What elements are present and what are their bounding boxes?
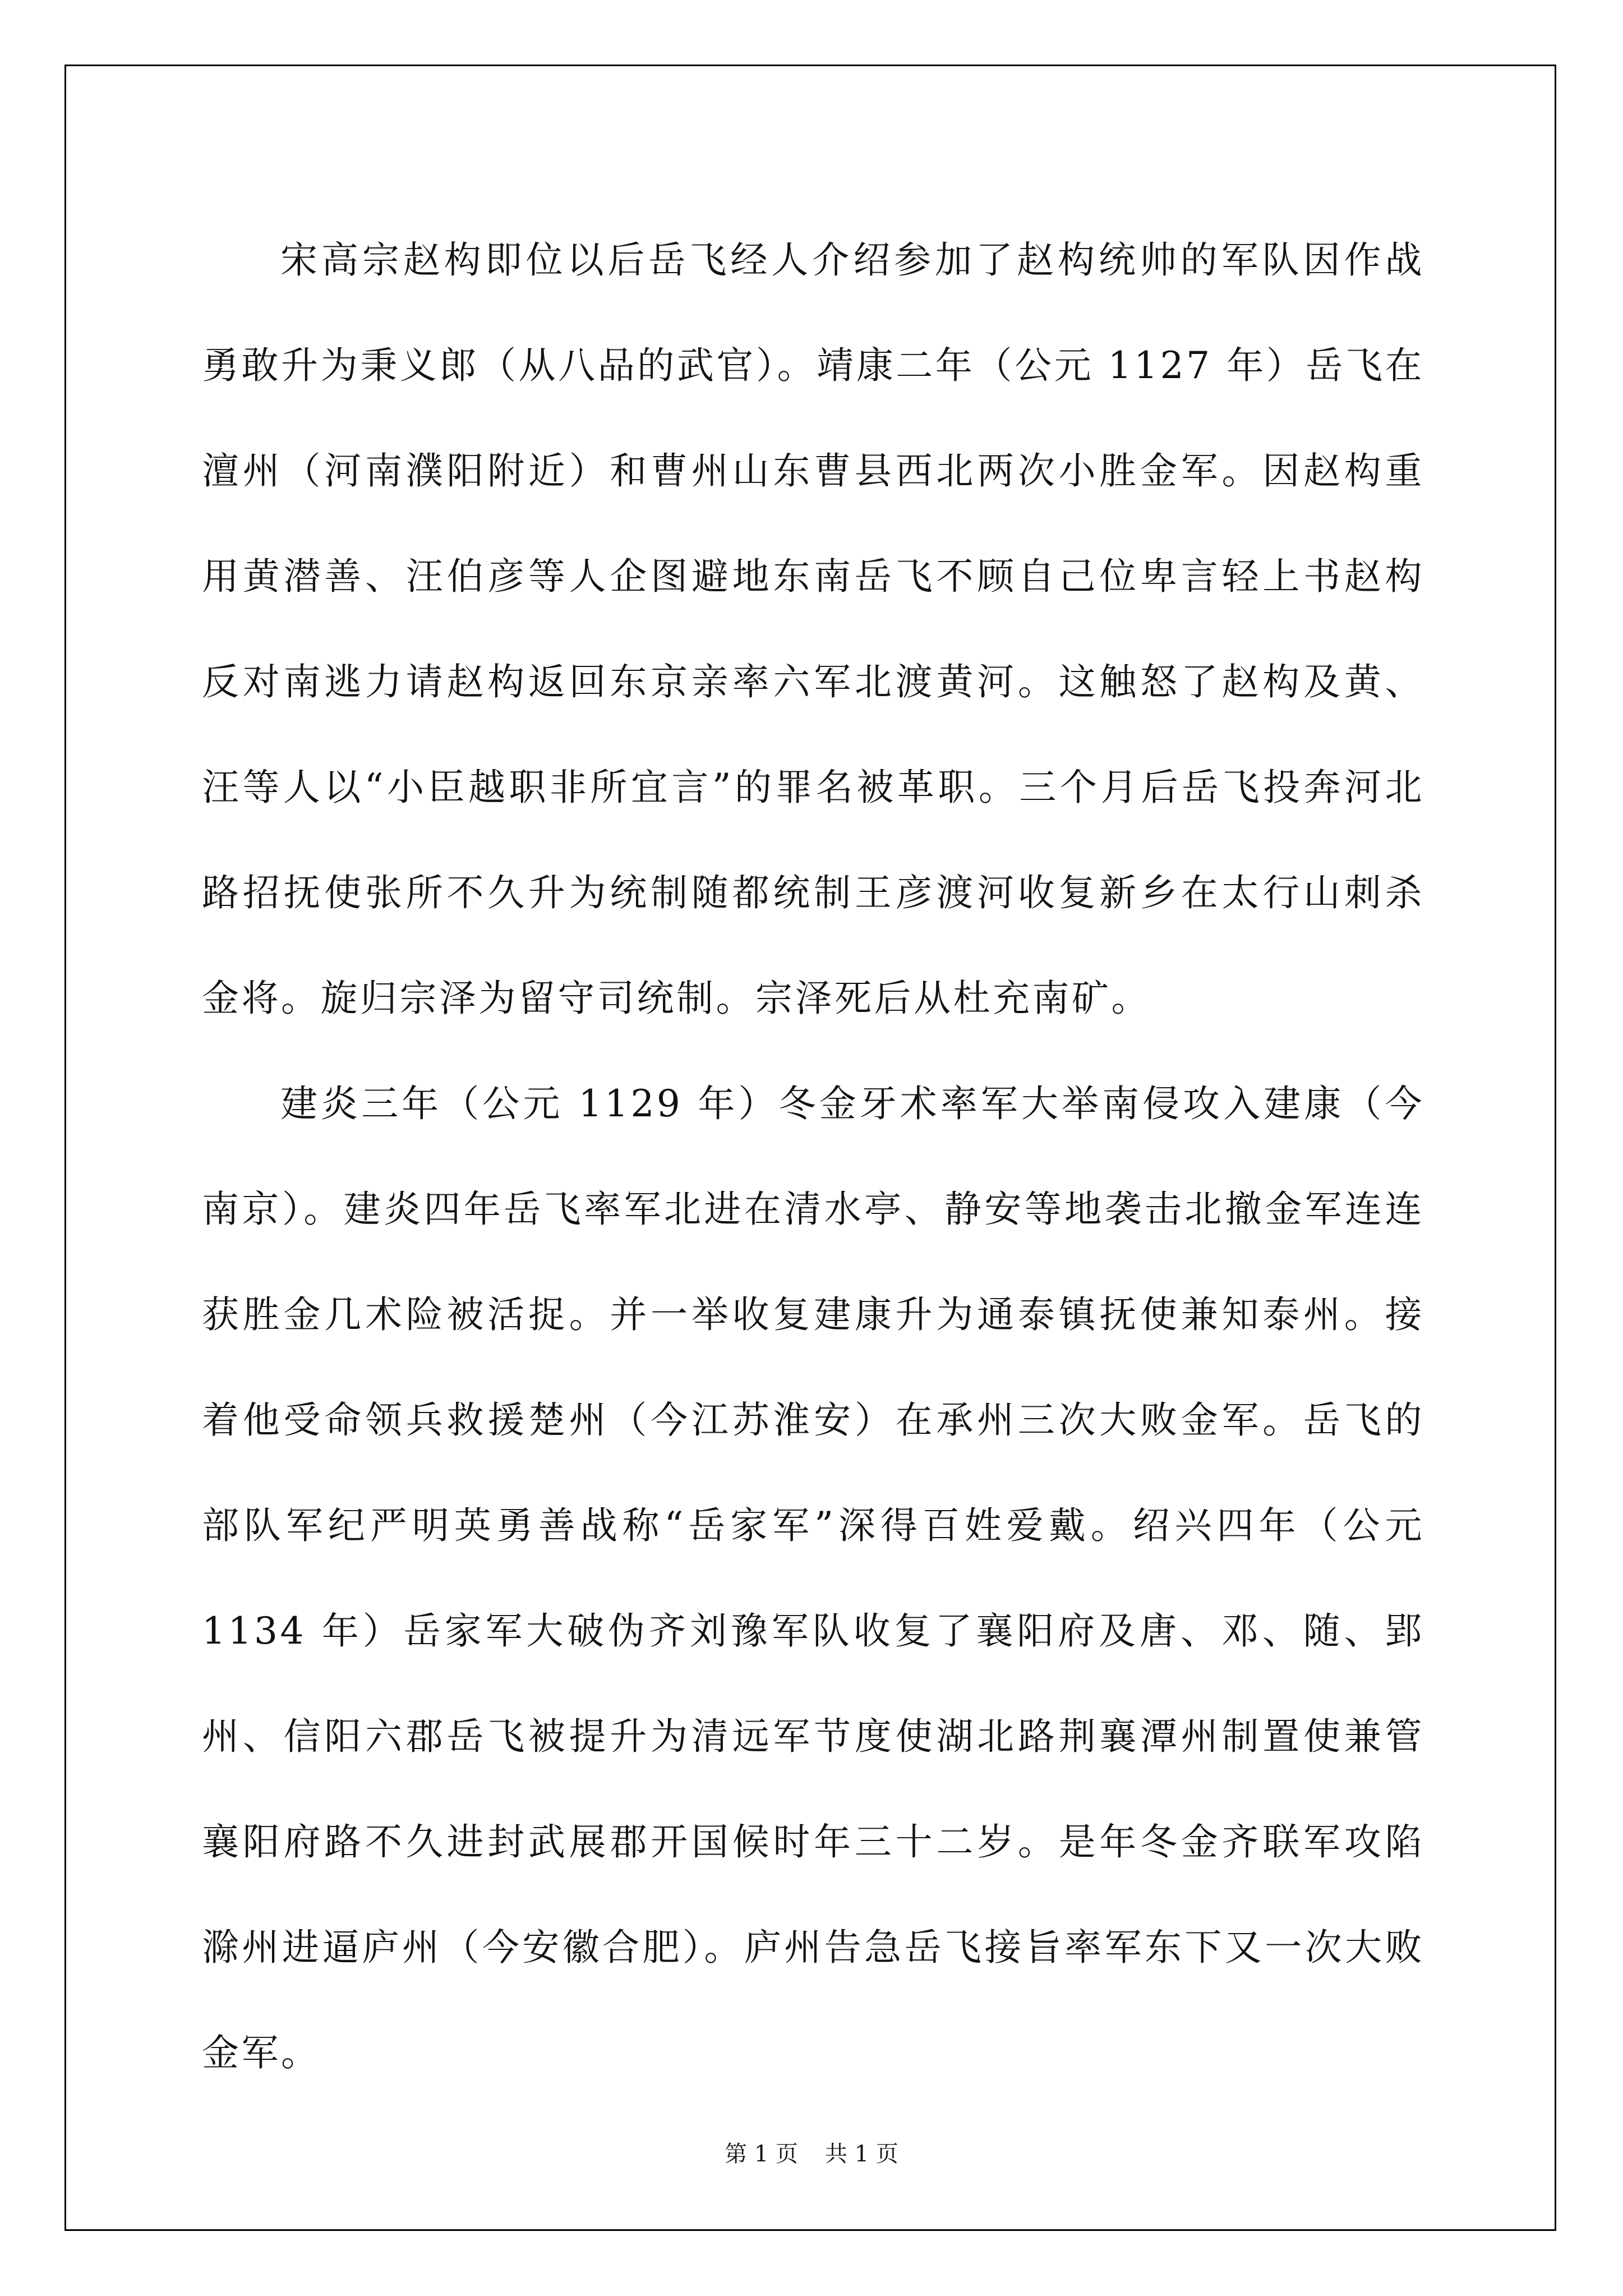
document-body [202,208,1424,2106]
page-number: 第 1 页 [725,2141,798,2167]
page-total: 共 1 页 [825,2141,898,2167]
paragraph-2: 建炎三年（公元 1129 年）冬金牙术率军大举南侵攻入建康（今南京）。建炎四年岳飞率军北进在清水亭、静安等地袭击北撤金军连连获胜金几术险被活捉。并一举收复建康升为通泰镇抚使兼知泰州。接着他受命领兵救援楚州（今江苏淮安）在承州三次大败金军。岳飞的部队军纪严明英勇善战称“岳家军”深得百姓爱戴。绍兴四年（公元 1134 年）岳家军大破伪齐刘豫军队收复了襄阳府及唐、邓、随、郢州、信阳六郡岳飞被提升为清远军节度使湖北路荆襄潭州制置使兼管襄阳府路不久进封武展郡开国候时年三十二岁。是年冬金齐联军攻陷滁州进逼庐州（今安徽合肥）。庐州告急岳飞接旨率军东下又一次大败金军。 [202,1082,1424,2074]
page-footer [0,2136,1623,2168]
paragraph-1: 宋高宗赵构即位以后岳飞经人介绍参加了赵构统帅的军队因作战勇敢升为秉义郎（从八品的武官）。靖康二年（公元 1127 年）岳飞在澶州（河南濮阳附近）和曹州山东曹县西北两次小胜金军。因赵构重用黄潜善、汪伯彦等人企图避地东南岳飞不顾自己位卑言轻上书赵构反对南逃力请赵构返回东京亲率六军北渡黄河。这触怒了赵构及黄、汪等人以“小臣越职非所宜言”的罪名被革职。三个月后岳飞投奔河北路招抚使张所不久升为统制随都统制王彦渡河收复新乡在太行山刺杀金将。旋归宗泽为留守司统制。宗泽死后从杜充南矿。 [202,238,1424,1020]
